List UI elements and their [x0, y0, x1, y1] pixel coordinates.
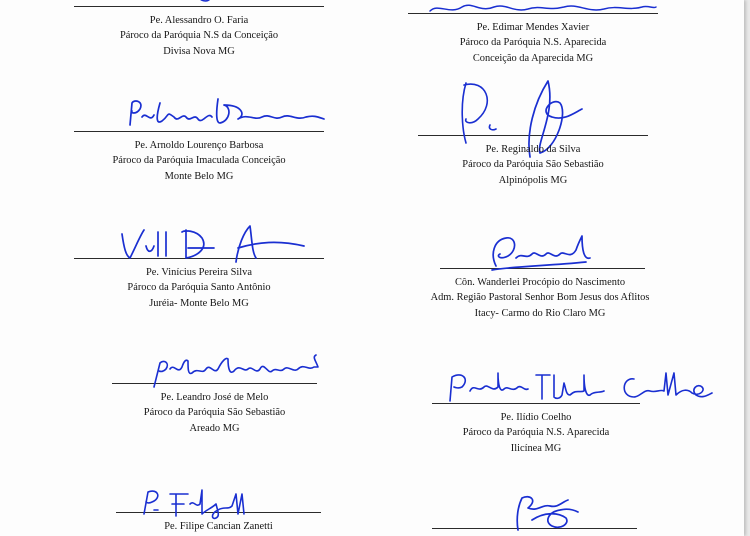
- signature-8: [444, 369, 714, 407]
- signatory-role: Adm. Região Pastoral Senhor Bom Jesus dos Aflitos: [430, 292, 650, 304]
- signatory-place: Areado MG: [189, 422, 240, 434]
- signatory-place: Ilicínea MG: [510, 442, 562, 454]
- signature-10: [508, 490, 588, 536]
- signatory-name: Pe. Ilídio Coelho: [500, 412, 572, 423]
- signatory-role: Pároco da Paróquia Imaculada Conceição: [112, 155, 286, 167]
- signatory-name: Côn. Wanderlei Procópio do Nascimento: [454, 277, 626, 288]
- signatory-place: Conceição da Aparecida MG: [472, 52, 594, 64]
- signatory-role: Pároco da Paróquia São Sebastião: [462, 159, 604, 171]
- signatory-place: Juréia- Monte Belo MG: [149, 297, 249, 309]
- signatory-name: Pe. Filipe Cancian Zanetti: [164, 521, 273, 532]
- signature-7: [148, 353, 328, 391]
- signatory-name: Pe. Reginaldo da Silva: [485, 144, 581, 155]
- signatory-role: Pároco da Paróquia Santo Antônio: [127, 282, 271, 294]
- signatory-role: Pároco da Paróquia N.S da Conceição: [119, 30, 279, 42]
- signatory-name: Pe. Arnoldo Lourenço Barbosa: [134, 140, 264, 151]
- signatory-place: Alpinópolis MG: [498, 174, 568, 186]
- signature-6: [486, 230, 596, 276]
- signatory-place: Monte Belo MG: [164, 170, 234, 182]
- signatory-name: Pe. Alessandro O. Faria: [149, 15, 249, 26]
- signatory-place: Divisa Nova MG: [163, 45, 235, 57]
- signatory-role: Pároco da Paróquia N.S. Aparecida: [459, 37, 607, 49]
- signatory-place: Itacy- Carmo do Rio Claro MG: [474, 307, 606, 319]
- signature-1: [134, 0, 254, 12]
- signatory-name: Pe. Leandro José de Melo: [160, 392, 269, 403]
- signatory-role: Pároco da Paróquia N.S. Aparecida: [462, 427, 610, 439]
- signature-9: [138, 486, 278, 520]
- signatory-name: Pe. Vinícius Pereira Silva: [146, 267, 252, 278]
- signature-3: [120, 93, 330, 133]
- signature-5: [118, 222, 308, 266]
- signature-2: [428, 0, 658, 19]
- signatory-role: Pároco da Paróquia São Sebastião: [143, 407, 286, 419]
- signatory-name: Pe. Edimar Mendes Xavier: [476, 22, 590, 33]
